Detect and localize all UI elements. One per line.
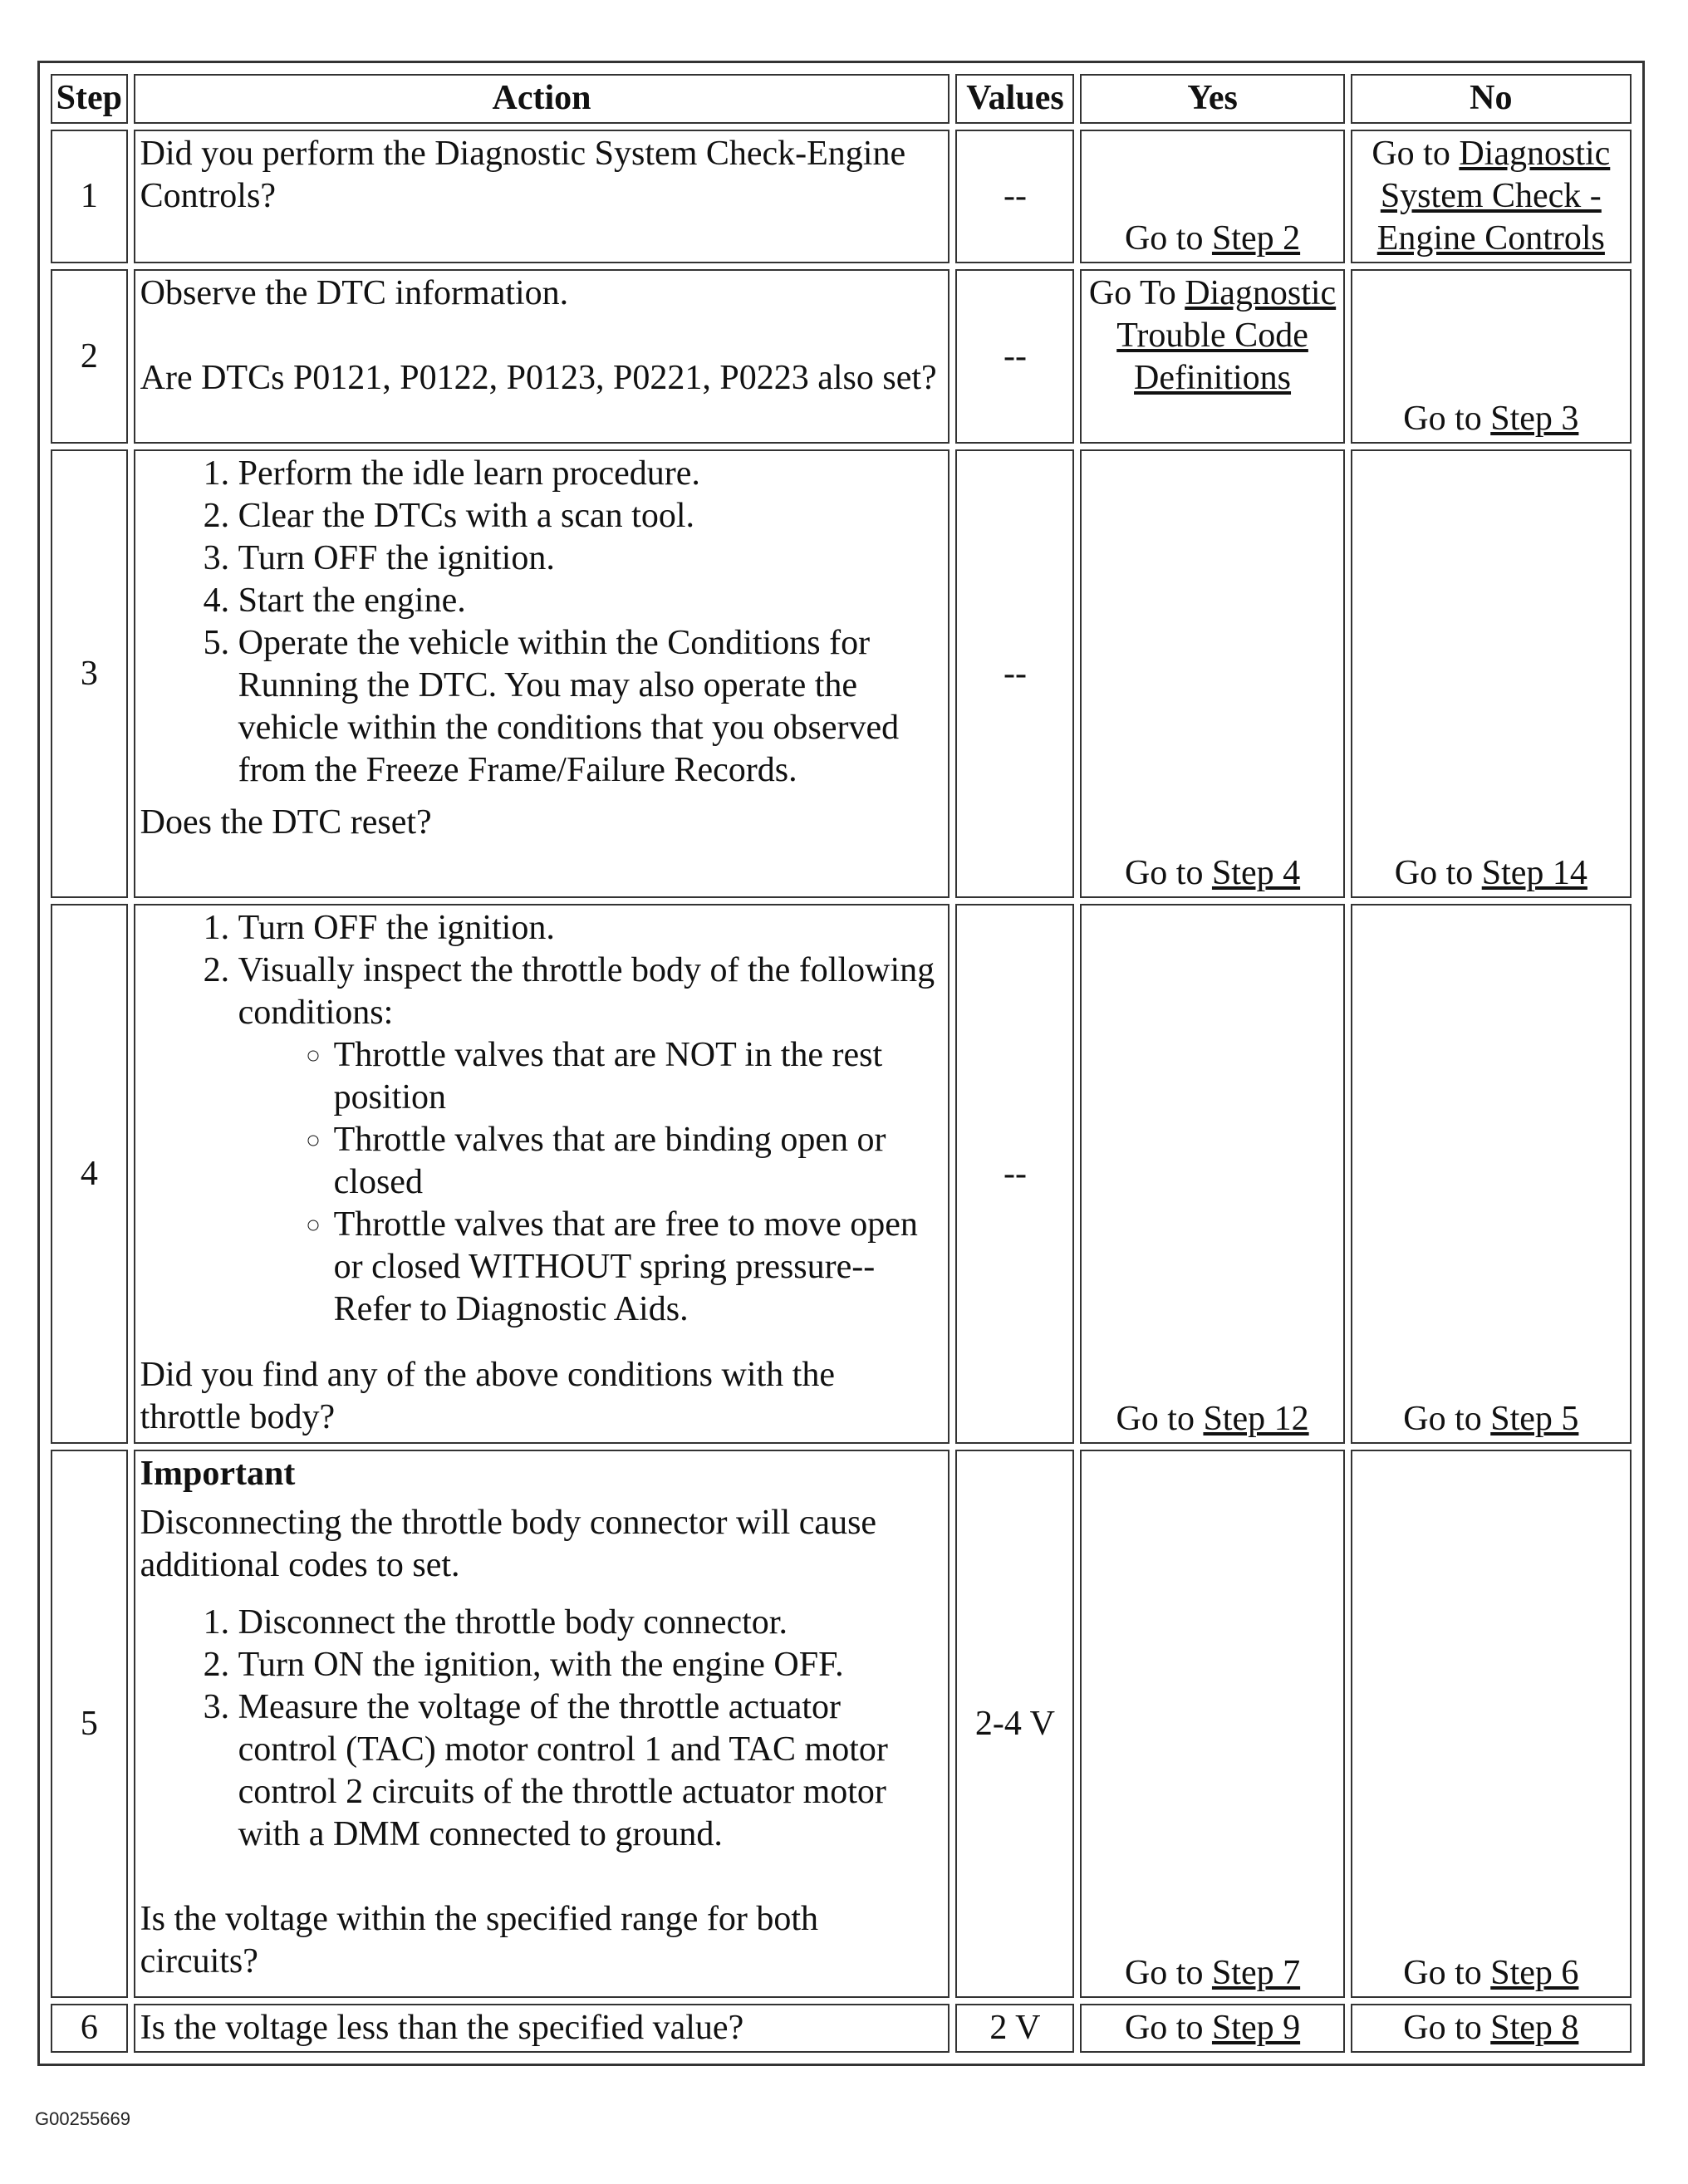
yes-cell <box>1080 449 1344 898</box>
step-number: 6 <box>51 2004 128 2053</box>
no-prefix: Go to <box>1394 854 1482 892</box>
procedure-item <box>238 950 944 1331</box>
no-link[interactable]: Step 5 <box>1490 1400 1579 1438</box>
no-cell <box>1351 904 1632 1444</box>
diagnostic-table-frame <box>37 61 1645 2066</box>
value-cell: -- <box>955 449 1074 898</box>
condition-item: ◦ Throttle valves that are free to move open or closed WITHOUT spring pressure--Refer to Diagnostic Aids. <box>334 1204 944 1331</box>
yes-link[interactable]: Step 9 <box>1211 2009 1301 2047</box>
action-question: Did you perform the Diagnostic System Check-Engine Controls? <box>140 135 906 215</box>
procedure-item: 3. Turn OFF the ignition. <box>238 537 944 580</box>
procedure-list <box>140 907 944 1331</box>
procedure-item: 3. Measure the voltage of the throttle actuator control (TAC) motor control 1 and TAC motor control 2 circuits of the throttle actuator motor with a DMM connected to ground. <box>238 1686 944 1856</box>
procedure-item: 1. Perform the idle learn procedure. <box>238 453 944 495</box>
action-question: Is the voltage less than the specified value? <box>140 2009 744 2047</box>
yes-link[interactable]: Diagnostic Trouble Code Definitions <box>1116 274 1337 397</box>
yes-cell <box>1080 904 1344 1444</box>
diagnostic-table <box>45 68 1637 2059</box>
action-question: Did you find any of the above conditions with the throttle body? <box>140 1356 835 1436</box>
yes-cell <box>1080 2004 1344 2053</box>
header-yes: Yes <box>1080 74 1344 124</box>
no-cell <box>1351 2004 1632 2053</box>
important-text: Disconnecting the throttle body connector will cause additional codes to set. <box>140 1504 877 1584</box>
step-number: 1 <box>51 130 128 263</box>
no-prefix: Go to <box>1403 2009 1491 2047</box>
no-prefix: Go to <box>1372 135 1460 173</box>
yes-prefix: Go to <box>1124 219 1212 258</box>
action-cell <box>134 449 950 898</box>
table-row <box>51 1450 1632 1998</box>
yes-prefix: Go to <box>1116 1400 1204 1438</box>
step-number: 2 <box>51 269 128 444</box>
procedure-item: 1. Turn OFF the ignition. <box>238 907 944 950</box>
no-link[interactable]: Step 6 <box>1490 1954 1579 1992</box>
yes-link[interactable]: Step 7 <box>1211 1954 1301 1992</box>
no-prefix: Go to <box>1403 1954 1491 1992</box>
no-link[interactable]: Diagnostic System Check - Engine Controls <box>1376 135 1611 258</box>
procedure-item: 1. Disconnect the throttle body connector. <box>238 1602 944 1644</box>
value-cell: 2 V <box>955 2004 1074 2053</box>
header-no: No <box>1351 74 1632 124</box>
no-cell <box>1351 130 1632 263</box>
yes-cell <box>1080 1450 1344 1998</box>
yes-prefix: Go To <box>1088 274 1185 312</box>
step-number: 5 <box>51 1450 128 1998</box>
action-cell <box>134 904 950 1444</box>
action-cell <box>134 269 950 444</box>
condition-list <box>238 1034 944 1331</box>
condition-item: ◦ Throttle valves that are NOT in the rest position <box>334 1034 944 1119</box>
table-row <box>51 2004 1632 2053</box>
no-cell <box>1351 449 1632 898</box>
table-row <box>51 269 1632 444</box>
value-cell: -- <box>955 269 1074 444</box>
yes-prefix: Go to <box>1124 1954 1212 1992</box>
header-row <box>51 74 1632 124</box>
procedure-list <box>140 1602 944 1856</box>
no-link[interactable]: Step 3 <box>1490 400 1579 438</box>
table-row <box>51 904 1632 1444</box>
step-number: 4 <box>51 904 128 1444</box>
yes-link[interactable]: Step 4 <box>1211 854 1301 892</box>
value-cell: -- <box>955 904 1074 1444</box>
procedure-item: 5. Operate the vehicle within the Conditions for Running the DTC. You may also operate the vehicle within the conditions that you observed from the Freeze Frame/Failure Records. <box>238 622 944 792</box>
procedure-item: 4. Start the engine. <box>238 580 944 622</box>
procedure-item-text: Visually inspect the throttle body of the following conditions: <box>238 951 935 1032</box>
yes-link[interactable]: Step 12 <box>1203 1400 1309 1438</box>
yes-cell <box>1080 269 1344 444</box>
action-question: Is the voltage within the specified range for both circuits? <box>140 1900 819 1980</box>
no-prefix: Go to <box>1403 1400 1491 1438</box>
action-cell <box>134 2004 950 2053</box>
procedure-list <box>140 453 944 792</box>
value-cell: -- <box>955 130 1074 263</box>
action-question: Does the DTC reset? <box>140 803 432 842</box>
table-row <box>51 449 1632 898</box>
no-cell <box>1351 269 1632 444</box>
value-cell: 2-4 V <box>955 1450 1074 1998</box>
yes-prefix: Go to <box>1124 2009 1212 2047</box>
action-cell <box>134 1450 950 1998</box>
action-question: Are DTCs P0121, P0122, P0123, P0221, P0223 also set? <box>140 359 937 397</box>
no-cell <box>1351 1450 1632 1998</box>
important-title: Important <box>140 1455 296 1493</box>
figure-code: G00255669 <box>35 2108 130 2129</box>
header-step: Step <box>51 74 128 124</box>
procedure-item: 2. Turn ON the ignition, with the engine OFF. <box>238 1644 944 1686</box>
no-prefix: Go to <box>1403 400 1491 438</box>
condition-item: ◦ Throttle valves that are binding open or closed <box>334 1119 944 1204</box>
table-row <box>51 130 1632 263</box>
step-number: 3 <box>51 449 128 898</box>
action-cell <box>134 130 950 263</box>
no-link[interactable]: Step 8 <box>1490 2009 1579 2047</box>
action-intro: Observe the DTC information. <box>140 274 569 312</box>
header-values: Values <box>955 74 1074 124</box>
no-link[interactable]: Step 14 <box>1481 854 1587 892</box>
header-action: Action <box>134 74 950 124</box>
procedure-item: 2. Clear the DTCs with a scan tool. <box>238 495 944 537</box>
yes-cell <box>1080 130 1344 263</box>
yes-link[interactable]: Step 2 <box>1211 219 1301 258</box>
yes-prefix: Go to <box>1124 854 1212 892</box>
